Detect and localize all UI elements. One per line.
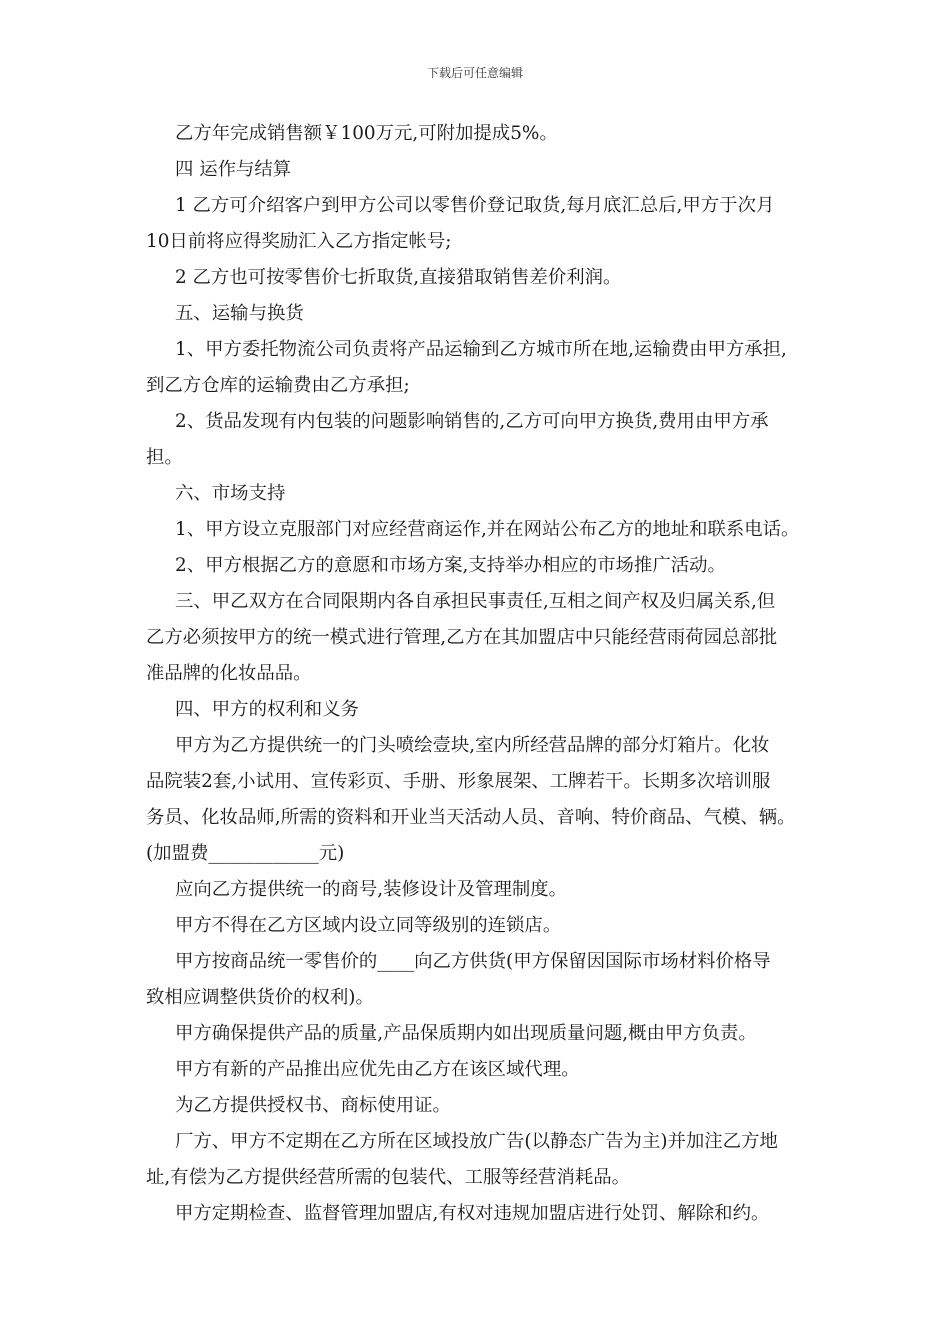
- text-line: 四、甲方的权利和义务: [175, 699, 359, 720]
- text-line: 甲方为乙方提供统一的门头喷绘壹块,室内所经营品牌的部分灯箱片。化妆: [175, 735, 770, 756]
- text-line: 甲方确保提供产品的质量,产品保质期内如出现质量问题,概由甲方负责。: [175, 1023, 757, 1044]
- text-line: 到乙方仓库的运输费由乙方承担;: [146, 375, 410, 396]
- text-line: 应向乙方提供统一的商号,装修设计及管理制度。: [175, 879, 568, 900]
- text-line: 品院装2套,小试用、宣传彩页、手册、形象展架、工牌若干。长期多次培训服: [146, 771, 771, 792]
- text-line: 1、甲方委托物流公司负责将产品运输到乙方城市所在地,运输费由甲方承担,: [175, 339, 787, 360]
- document-body: [146, 116, 818, 1232]
- text-line: 甲方不得在乙方区域内设立同等级别的连锁店。: [175, 915, 562, 936]
- text-line: 为乙方提供授权书、商标使用证。: [175, 1095, 451, 1116]
- text-line: 2、甲方根据乙方的意愿和市场方案,支持举办相应的市场推广活动。: [175, 555, 726, 576]
- text-line: 1 乙方可介绍客户到甲方公司以零售价登记取货,每月底汇总后,甲方于次月: [175, 195, 775, 216]
- text-line: 乙方必须按甲方的统一模式进行管理,乙方在其加盟店中只能经营雨荷园总部批: [146, 627, 778, 648]
- text-line: 四 运作与结算: [175, 159, 292, 180]
- text-line: 2、货品发现有内包装的问题影响销售的,乙方可向甲方换货,费用由甲方承: [175, 411, 769, 432]
- text-line: 致相应调整供货价的权利)。: [146, 987, 374, 1008]
- text-line: 担。: [146, 447, 183, 468]
- text-line: 六、市场支持: [175, 483, 286, 504]
- text-line: (加盟费____________元): [146, 843, 345, 864]
- text-line: 10日前将应得奖励汇入乙方指定帐号;: [146, 231, 452, 252]
- text-line: 务员、化妆品师,所需的资料和开业当天活动人员、音响、特价商品、气模、辆。: [146, 807, 796, 828]
- text-line: 甲方按商品统一零售价的____向乙方供货(甲方保留因国际市场材料价格导: [175, 951, 771, 972]
- page-header: 下载后可任意编辑: [426, 66, 523, 80]
- text-line: 甲方有新的产品推出应优先由乙方在该区域代理。: [175, 1059, 580, 1080]
- text-line: 2 乙方也可按零售价七折取货,直接猎取销售差价利润。: [175, 267, 622, 288]
- text-line: 准品牌的化妆品品。: [146, 663, 312, 684]
- text-line: 五、运输与换货: [175, 303, 304, 324]
- text-line: 1、甲方设立克服部门对应经营商运作,并在网站公布乙方的地址和联系电话。: [175, 519, 800, 540]
- text-line: 厂方、甲方不定期在乙方所在区域投放广告(以静态广告为主)并加注乙方地: [175, 1131, 778, 1152]
- text-line: 甲方定期检查、监督管理加盟店,有权对违规加盟店进行处罚、解除和约。: [175, 1203, 770, 1224]
- text-line: 三、甲乙双方在合同限期内各自承担民事责任,互相之间产权及归属关系,但: [175, 591, 776, 612]
- text-line: 乙方年完成销售额￥100万元,可附加提成5%。: [175, 123, 558, 144]
- text-line: 址,有偿为乙方提供经营所需的包装代、工服等经营消耗品。: [146, 1167, 631, 1188]
